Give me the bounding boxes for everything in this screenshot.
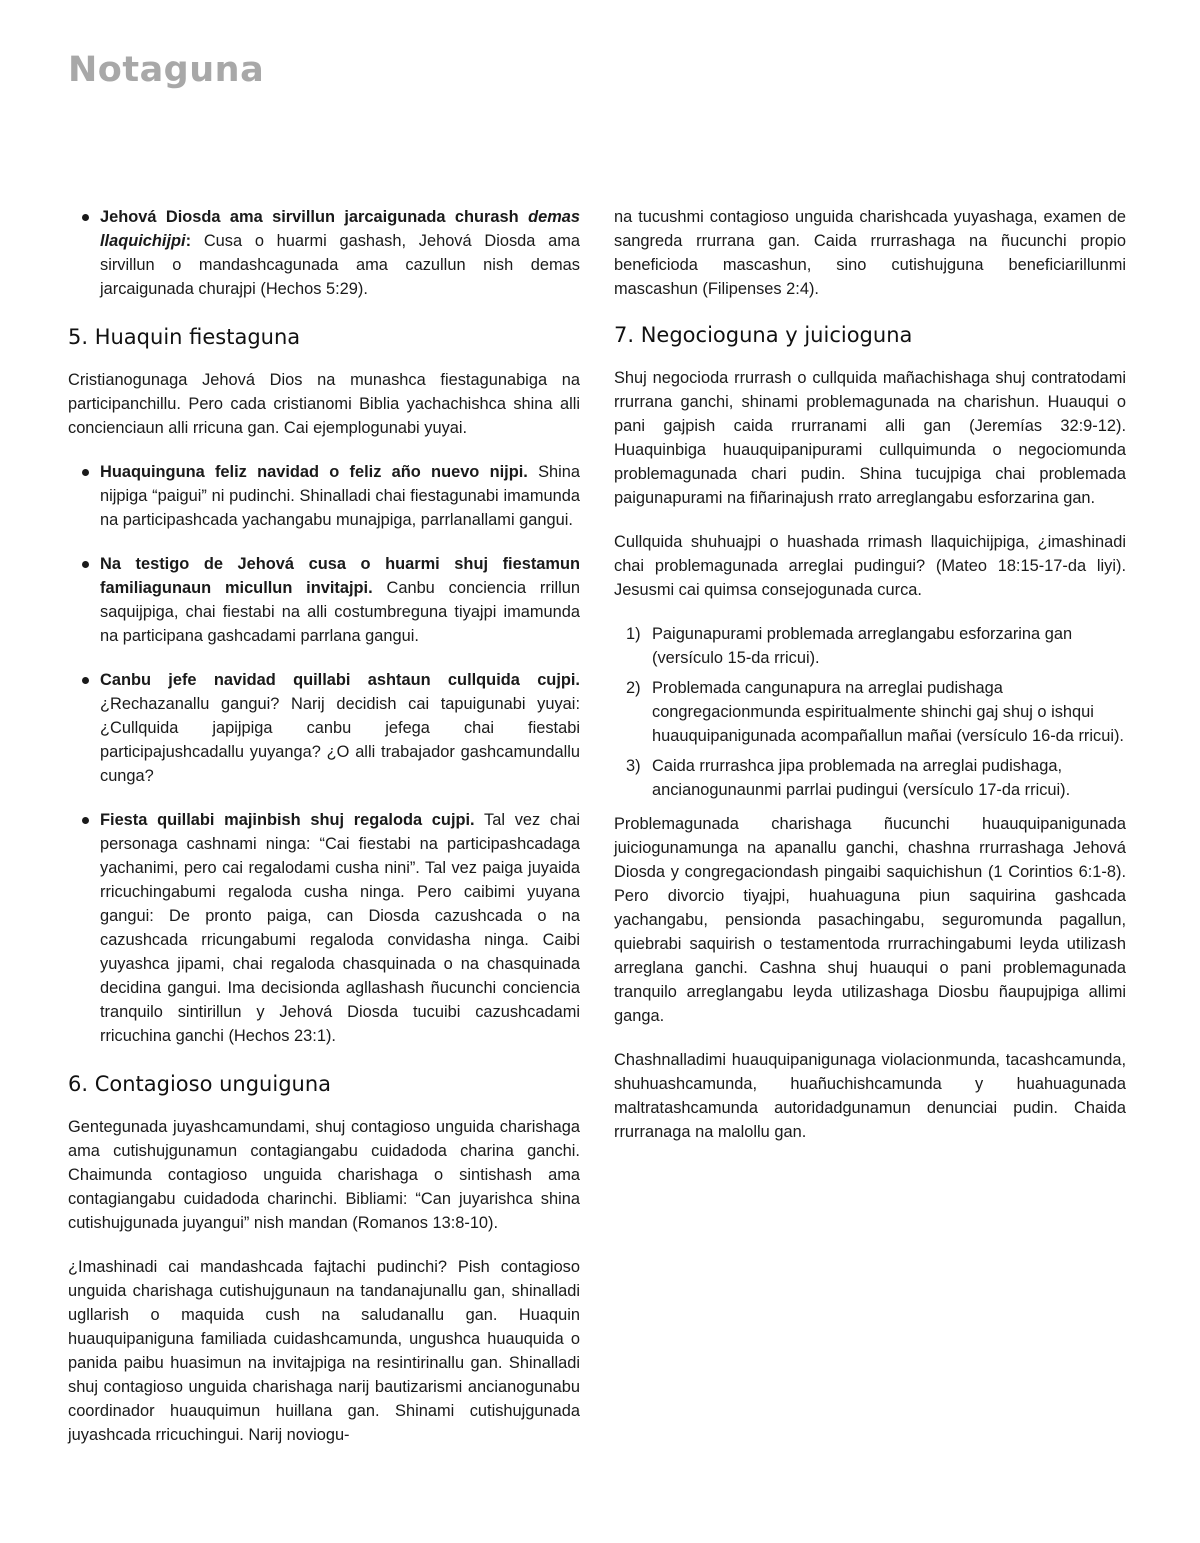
continued-paragraph: na tucushmi contagioso unguida charishcada yuyashaga, examen de sangreda rrurrana gan. Caida rrurrashaga na ñucunchi propio beneficioda mascashun, sino cutishujguna beneficiarillunmi mascashun (Filipenses 2:4).	[614, 208, 1126, 298]
section-7-paragraph-4: Chashnalladimi huauquipanigunaga violacionmunda, tacashcamunda, shuhuashcamunda, huañuchishcamunda y huahuagunada maltratashcamunda autoridadgunamun denunciai pudin. Chaida rrurranaga na malollu gan.	[614, 1051, 1126, 1141]
section-7-steps-list	[614, 622, 1126, 802]
bullet-icon	[82, 469, 89, 476]
right-column	[614, 205, 1126, 1144]
bullet-lead: Na testigo de Jehová cusa o huarmi shuj fiestamun familiagunaun micullun invitajpi.	[100, 555, 580, 597]
section-5-bullet-list	[68, 460, 580, 1048]
step-text: Caida rrurrashca jipa problemada na arreglai pudishaga, ancianogunaunmi parrlai pudingui (versículo 17-da rricui).	[652, 757, 1071, 799]
section-7-paragraph-2: Cullquida shuhuajpi o huashada rrimash llaquichijpiga, ¿imashinadi chai problemagunada arreglai pudingui? (Mateo 18:15-17-da liyi). Jesusmi cai quimsa consejogunada curca.	[614, 533, 1126, 599]
section-7-paragraph-1: Shuj negocioda rrurrash o cullquida mañachishaga shuj contratodami rrurrana ganchi, shinami problemagunada na charishun. Huauqui o pani gajpish caida rrurranami alli gan (Jeremías 32:9-12). Huaquinbiga huauquipanipurami cullquimunda o negociomunda problemagunada chari pudin. Shina tucujpiga chai problemada paigunapurami na fiñarinajush rrato arreglangabu esforzarina gan.	[614, 369, 1126, 507]
bullet-lead: Fiesta quillabi majinbish shuj regaloda cujpi.	[100, 811, 475, 829]
section-7-paragraph-3: Problemagunada charishaga ñucunchi huauquipanigunada juiciogunamunga na apanallu ganchi, chashna rrurrashaga Jehová Diosda y congregaciondash pingaibi saquichishun (1 Corintios 6:1-8). Pero divorcio tiyajpi, huahuaguna piun saquirina gashcada yachangabu, pensionda pasachingabu, seguromunda pagallun, quiebrabi saquirish o testamentoda rrurrachingabumi leyda utilizash arreglana ganchi. Cashna shuj huauqui o pani problemagunada tranquilo arreglangabu leyda utilizashaga Diosbu ñaupujpiga allimi ganga.	[614, 815, 1126, 1025]
list-item	[68, 808, 580, 1048]
intro-bullet-list	[68, 205, 580, 301]
bullet-icon	[82, 561, 89, 568]
list-item	[68, 205, 580, 301]
bullet-text: Tal vez chai personaga cashnami ninga: “Cai fiestabi na participashcadaga yachanimi, pero cai regalodami cusha nini”. Tal vez paiga juyaida rricuchingabumi regaloda cusha ninga. Pero caibimi yuyana gangui: De pronto paiga, can Diosda cazushcada o na cazushcada rricungabumi regaloda convidasha ninga. Caibi yuyashca jipami, chai regaloda chasquinada o na chasquinada decidina gangui. Ima decisionda agllashash ñucunchi conciencia tranquilo sintirillun y Jehová Diosda tucuibi cazushcadami rricuchina ganchi (Hechos 23:1).	[100, 811, 580, 1045]
step-number: 2)	[626, 679, 641, 697]
bullet-icon	[82, 214, 89, 221]
list-item	[614, 754, 1126, 802]
list-item	[68, 460, 580, 532]
bullet-lead: Jehová Diosda ama sirvillun jarcaigunada churash demas llaquichijpi:	[100, 208, 580, 250]
bullet-lead: Huaquinguna feliz navidad o feliz año nuevo nijpi.	[100, 463, 528, 481]
step-text: Paigunapurami problemada arreglangabu esforzarina gan (versículo 15-da rricui).	[652, 625, 1073, 667]
step-number: 1)	[626, 625, 641, 643]
bullet-text: Cusa o huarmi gashash, Jehová Diosda ama sirvillun o mandashcagunada ama cazullun nish demas jarcaigunada churajpi (Hechos 5:29).	[100, 232, 580, 298]
list-item	[68, 552, 580, 648]
section-6-paragraph-1: Gentegunada juyashcamundami, shuj contagioso unguida charishaga ama cutishujgunamun contagiangabu cuidadoda charina ganchi. Chaimunda contagioso unguida charishaga o sintishash ama contagiangabu cuidadoda charinchi. Bibliami: “Can juyarishca shina cutishujgunada juyangui” nish mandan (Romanos 13:8-10).	[68, 1118, 580, 1232]
list-item	[614, 676, 1126, 748]
page-header-title: Notaguna	[68, 50, 265, 90]
section-5-intro: Cristianogunaga Jehová Dios na munashca fiestagunabiga na participanchillu. Pero cada cristianomi Biblia yachachishca shina alli concienciaun alli rricuna gan. Cai ejemplogunabi yuyai.	[68, 371, 580, 437]
bullet-icon	[82, 817, 89, 824]
bullet-text: Shina nijpiga “paigui” ni pudinchi. Shinalladi chai fiestagunabi imamunda na participashcada yachangabu munajpiga, parrlanallami gangui.	[100, 463, 581, 529]
left-column	[68, 205, 580, 1447]
section-6-paragraph-2: ¿Imashinadi cai mandashcada fajtachi pudinchi? Pish contagioso unguida charishaga cutishujgunaun na tandanajunallu gan, shinalladi ugllarish o maquida cush na saludanallu gan. Huaquin huauquipaniguna familiada cuidashcamunda, ungushca huauquida o panida paibu huasimun na invitajpiga na resintirinallu gan. Shinalladi shuj contagioso unguida charishaga narij bautizarismi ancianogunabu coordinador huauquimun huillana gan. Shinami cutishujgunada juyashcada rricuchingui. Narij noviogu-	[68, 1258, 580, 1444]
section-5-heading: 5. Huaquin fiestaguna	[68, 325, 301, 349]
bullet-lead: Canbu jefe navidad quillabi ashtaun cullquida cujpi.	[100, 671, 580, 689]
list-item	[614, 622, 1126, 670]
bullet-icon	[82, 677, 89, 684]
bullet-lead-emphasis: demas llaquichijpi	[100, 208, 580, 250]
bullet-text: Canbu conciencia rrillun saquijpiga, chai fiestabi na alli costumbreguna tiyajpi imamunda na participana gashcadami parrlana gangui.	[100, 579, 580, 645]
section-7-heading: 7. Negocioguna y juicioguna	[614, 323, 913, 347]
step-number: 3)	[626, 757, 641, 775]
bullet-text: ¿Rechazanallu gangui? Narij decidish cai tapuigunabi yuyai: ¿Cullquida japijpiga canbu jefega chai fiestabi participajushcadallu yuyanga? ¿O alli trabajador gashcamundallu cunga?	[100, 695, 580, 785]
section-6-heading: 6. Contagioso unguiguna	[68, 1072, 332, 1096]
list-item	[68, 668, 580, 788]
step-text: Problemada cangunapura na arreglai pudishaga congregacionmunda espiritualmente shinchi gaj shuj o ishqui huauquipanigunada acompañallun mañai (versículo 16-da rricui).	[652, 679, 1124, 745]
